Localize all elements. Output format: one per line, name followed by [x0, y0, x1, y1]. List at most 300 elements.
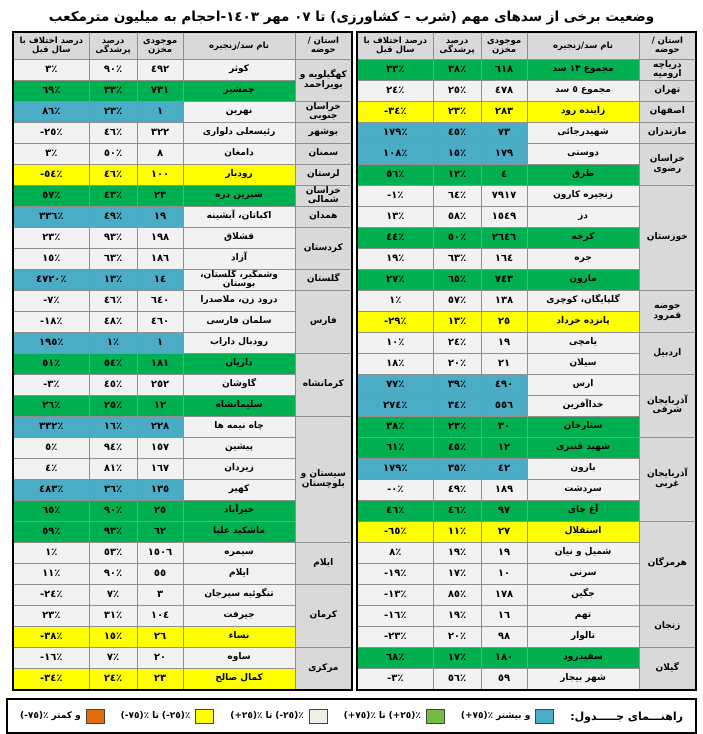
reservoir-volume-cell: ٣٠ [481, 417, 527, 438]
diff-percent-cell: ٥١٪ [13, 354, 89, 375]
fill-percent-cell: ١٦٪ [89, 417, 137, 438]
reservoir-volume-cell: ٥٥ [137, 564, 183, 585]
dam-name-cell: چمشیر [183, 81, 295, 102]
dam-name-cell: سفیدرود [527, 648, 639, 669]
dam-name-cell: جگین [527, 585, 639, 606]
diff-percent-cell: ٦٥٪ [13, 501, 89, 522]
fill-percent-cell: ٥٠٪ [433, 228, 481, 249]
fill-percent-cell: ٣٨٪ [433, 60, 481, 81]
diff-percent-cell: -٣٤٪ [357, 102, 433, 123]
diff-percent-cell: ٤٨٣٪ [13, 480, 89, 501]
diff-percent-cell: -٧٪ [13, 291, 89, 312]
diff-percent-cell: ٤٧٢٠٪ [13, 270, 89, 291]
province-cell: هرمزگان [639, 522, 696, 606]
reservoir-volume-cell: ٢٦ [137, 627, 183, 648]
diff-percent-cell: ٢٤٪ [357, 81, 433, 102]
fill-percent-cell: ٢٤٪ [433, 333, 481, 354]
column-header: درصد پرشدگی [433, 32, 481, 60]
table-row [357, 102, 696, 123]
reservoir-volume-cell: ٢٠ [137, 648, 183, 669]
reservoir-volume-cell: ٥٩ [481, 669, 527, 691]
reservoir-volume-cell: ١٥٧ [137, 438, 183, 459]
reservoir-volume-cell: ١٠٤ [137, 606, 183, 627]
table-row [13, 102, 352, 123]
table-row [13, 207, 352, 228]
province-cell: کرمانشاه [295, 354, 352, 417]
header-row [13, 32, 352, 60]
dam-name-cell: خیرآباد [183, 501, 295, 522]
diff-percent-cell: ١٠٪ [357, 333, 433, 354]
diff-percent-cell: ٣٣٢٪ [13, 417, 89, 438]
province-cell: سمنان [295, 144, 352, 165]
fill-percent-cell: ٩٠٪ [89, 501, 137, 522]
province-cell: خراسان رضوی [639, 144, 696, 186]
province-cell: فارس [295, 291, 352, 354]
fill-percent-cell: ٤٨٪ [89, 312, 137, 333]
dam-name-cell: دز [527, 207, 639, 228]
fill-percent-cell: ٤٥٪ [433, 123, 481, 144]
reservoir-volume-cell: ٧٣١ [137, 81, 183, 102]
dam-name-cell: سیمره [183, 543, 295, 564]
dam-name-cell: گلپایگان، کوچری [527, 291, 639, 312]
fill-percent-cell: ٤٦٪ [89, 291, 137, 312]
fill-percent-cell: ٤٦٪ [89, 165, 137, 186]
diff-percent-cell: ٦٨٪ [357, 648, 433, 669]
diff-percent-cell: -٢٣٪ [357, 627, 433, 648]
legend-title: راهنـــمای جـــــدول: [570, 709, 683, 723]
dam-name-cell: شهیدرجائی [527, 123, 639, 144]
legend-item-orange [20, 709, 105, 724]
table-row [13, 354, 352, 375]
fill-percent-cell: ٢٥٪ [433, 81, 481, 102]
reservoir-volume-cell: ٦١٨ [481, 60, 527, 81]
reservoir-volume-cell: ٤ [481, 165, 527, 186]
fill-percent-cell: ١٥٪ [433, 144, 481, 165]
dam-name-cell: مجموع ١٣ سد [527, 60, 639, 81]
reservoir-volume-cell: ٤٦٠ [137, 312, 183, 333]
diff-percent-cell: ٣٣٪ [357, 60, 433, 81]
dam-name-cell: خداآفرین [527, 396, 639, 417]
reservoir-volume-cell: ١٩ [481, 333, 527, 354]
diff-percent-cell: ٤٦٪ [357, 501, 433, 522]
diff-percent-cell: -٣٨٪ [13, 627, 89, 648]
province-cell: اصفهان [639, 102, 696, 123]
fill-percent-cell: ٣١٪ [89, 606, 137, 627]
dam-name-cell: طرق [527, 165, 639, 186]
legend-item-label: (-٧٥)٪ و کمتر [20, 711, 81, 721]
diff-percent-cell: -١٪ [357, 186, 433, 207]
diff-percent-cell: ١٪ [13, 543, 89, 564]
reservoir-volume-cell: ١٧٨ [481, 585, 527, 606]
diff-percent-cell: ٤٤٪ [357, 228, 433, 249]
reservoir-volume-cell: ١٧٩ [481, 144, 527, 165]
diff-percent-cell: -٣٤٪ [13, 669, 89, 691]
table-row [357, 522, 696, 543]
table-row [13, 123, 352, 144]
fill-percent-cell: ٤٦٪ [433, 501, 481, 522]
diff-percent-cell: ١٣٪ [357, 207, 433, 228]
reservoir-volume-cell: ٩٨ [481, 627, 527, 648]
province-cell: دریاچه ارومیه [639, 60, 696, 81]
reservoir-volume-cell: ٨ [137, 144, 183, 165]
diff-percent-cell: -٢٥٪ [13, 123, 89, 144]
province-cell: زنجان [639, 606, 696, 648]
reservoir-volume-cell: ١٨٦ [137, 249, 183, 270]
diff-percent-cell: -٢٩٪ [357, 312, 433, 333]
dam-name-cell: قشلاق [183, 228, 295, 249]
diff-percent-cell: ١٨٪ [357, 354, 433, 375]
dam-name-cell: تالوار [527, 627, 639, 648]
reservoir-volume-cell: ٢٣ [137, 669, 183, 691]
table-row [357, 186, 696, 207]
diff-percent-cell: -٦٥٪ [357, 522, 433, 543]
legend-item-yellow [121, 709, 215, 724]
fill-percent-cell: ٩٤٪ [89, 438, 137, 459]
diff-percent-cell: ٣٣٦٪ [13, 207, 89, 228]
fill-percent-cell: ٤٣٪ [89, 186, 137, 207]
province-cell: تهران [639, 81, 696, 102]
fill-percent-cell: ٤٦٪ [89, 123, 137, 144]
fill-percent-cell: ١٣٪ [433, 312, 481, 333]
dam-name-cell: نساء [183, 627, 295, 648]
reservoir-volume-cell: ١ [137, 102, 183, 123]
fill-percent-cell: ١٩٪ [433, 543, 481, 564]
diff-percent-cell: -٠٪ [357, 480, 433, 501]
diff-percent-cell: ١٠٨٪ [357, 144, 433, 165]
diff-percent-cell: ٦١٪ [357, 438, 433, 459]
diff-percent-cell: -١٨٪ [13, 312, 89, 333]
reservoir-volume-cell: ٦٤٠ [137, 291, 183, 312]
reservoir-volume-cell: ١٨٩ [481, 480, 527, 501]
fill-percent-cell: ٢٣٪ [89, 102, 137, 123]
reservoir-volume-cell: ١٩ [481, 543, 527, 564]
fill-percent-cell: ٩٠٪ [89, 60, 137, 81]
diff-percent-cell: -٣٪ [13, 375, 89, 396]
diff-percent-cell: -١٦٪ [13, 648, 89, 669]
dam-name-cell: کهیر [183, 480, 295, 501]
diff-percent-cell: ١١٪ [13, 564, 89, 585]
table-row [357, 438, 696, 459]
fill-percent-cell: ٢٣٪ [433, 417, 481, 438]
dam-name-cell: سلیمانشاه [183, 396, 295, 417]
table-row [13, 648, 352, 669]
province-cell: خراسان شمالی [295, 186, 352, 207]
dam-name-cell: سرنی [527, 564, 639, 585]
dam-name-cell: استقلال [527, 522, 639, 543]
dam-name-cell: داریان [183, 354, 295, 375]
column-header: درصد اختلاف با سال قبل [13, 32, 89, 60]
dam-name-cell: آزاد [183, 249, 295, 270]
reservoir-volume-cell: ٣٢٢ [137, 123, 183, 144]
reservoir-volume-cell: ١٢ [137, 396, 183, 417]
table-row [13, 585, 352, 606]
fill-percent-cell: ٣٥٪ [433, 459, 481, 480]
dam-name-cell: چاه نیمه ها [183, 417, 295, 438]
column-header: استان /حوضه [295, 32, 352, 60]
column-header: نام سد/زنجیره [527, 32, 639, 60]
diff-percent-cell: ١٧٩٪ [357, 459, 433, 480]
fill-percent-cell: ١٩٪ [433, 606, 481, 627]
dam-name-cell: بارون [527, 459, 639, 480]
dam-name-cell: تنگوئیه سیرجان [183, 585, 295, 606]
dam-name-cell: شهید قنبری [527, 438, 639, 459]
dam-name-cell: آغ چای [527, 501, 639, 522]
dam-name-cell: سلمان فارسی [183, 312, 295, 333]
dam-name-cell: رودبال داراب [183, 333, 295, 354]
dam-name-cell: کرخه [527, 228, 639, 249]
diff-percent-cell: ٣٪ [13, 144, 89, 165]
reservoir-volume-cell: ١٦ [481, 606, 527, 627]
dam-name-cell: وشمگیر، گلستان، بوستان [183, 270, 295, 291]
table-row [13, 186, 352, 207]
dam-name-cell: جیرفت [183, 606, 295, 627]
fill-percent-cell: ٥٠٪ [89, 144, 137, 165]
fill-percent-cell: ٢٤٪ [89, 669, 137, 691]
legend [6, 698, 697, 734]
dam-name-cell: ماشکید علیا [183, 522, 295, 543]
table-row [357, 333, 696, 354]
diff-percent-cell: ٧٧٪ [357, 375, 433, 396]
reservoir-volume-cell: ١٦٧ [137, 459, 183, 480]
fill-percent-cell: ٧٪ [89, 648, 137, 669]
dam-name-cell: رئیسعلی دلواری [183, 123, 295, 144]
diff-percent-cell: ٣٪ [13, 60, 89, 81]
reservoir-volume-cell: ١٦٤ [481, 249, 527, 270]
fill-percent-cell: ٩٣٪ [89, 228, 137, 249]
province-cell: گیلان [639, 648, 696, 691]
fill-percent-cell: ٨١٪ [89, 459, 137, 480]
province-cell: حوضه قمرود [639, 291, 696, 333]
reservoir-volume-cell: ٤٩٠ [481, 375, 527, 396]
legend-swatch-green [426, 709, 445, 724]
table-row [357, 648, 696, 669]
province-cell: کهگیلویه و بویراحمد [295, 60, 352, 102]
fill-percent-cell: ٥٨٪ [433, 207, 481, 228]
province-cell: ایلام [295, 543, 352, 585]
column-header: استان /حوضه [639, 32, 696, 60]
fill-percent-cell: ٥٣٪ [89, 543, 137, 564]
legend-item-green [344, 709, 445, 724]
dam-name-cell: زاینده رود [527, 102, 639, 123]
table-row [357, 123, 696, 144]
fill-percent-cell: ٢٠٪ [433, 627, 481, 648]
province-cell: سیستان و بلوچستان [295, 417, 352, 543]
fill-percent-cell: ٥٦٪ [433, 669, 481, 691]
fill-percent-cell: ١٢٪ [433, 165, 481, 186]
dam-name-cell: شهر بیجار [527, 669, 639, 691]
fill-percent-cell: ١٧٪ [433, 648, 481, 669]
province-cell: اردبیل [639, 333, 696, 375]
diff-percent-cell: ٨٦٪ [13, 102, 89, 123]
legend-swatch-yellow [195, 709, 214, 724]
dam-name-cell: سردشت [527, 480, 639, 501]
diff-percent-cell: ٣٨٪ [357, 417, 433, 438]
dam-name-cell: کمال صالح [183, 669, 295, 691]
fill-percent-cell: ٥٤٪ [89, 354, 137, 375]
reservoir-volume-cell: ١٣٥ [137, 480, 183, 501]
legend-item-blue [461, 709, 554, 724]
dam-name-cell: یامچی [527, 333, 639, 354]
dam-name-cell: شیرین دره [183, 186, 295, 207]
reservoir-volume-cell: ١٥٠٦ [137, 543, 183, 564]
reservoir-volume-cell: ٧٩١٧ [481, 186, 527, 207]
fill-percent-cell: ٣٦٪ [89, 480, 137, 501]
diff-percent-cell: -٥٤٪ [13, 165, 89, 186]
dam-name-cell: رودبار [183, 165, 295, 186]
reservoir-volume-cell: ٢٦٤٦ [481, 228, 527, 249]
fill-percent-cell: ٨٥٪ [433, 585, 481, 606]
column-header: موجودی مخزن [481, 32, 527, 60]
table-row [357, 375, 696, 396]
diff-percent-cell: ١٪ [357, 291, 433, 312]
reservoir-volume-cell: ٢٥٢ [137, 375, 183, 396]
table-row [13, 417, 352, 438]
header-row [357, 32, 696, 60]
table-row [13, 291, 352, 312]
province-cell: خراسان جنوبی [295, 102, 352, 123]
reservoir-volume-cell: ١٠ [481, 564, 527, 585]
reservoir-volume-cell: ١٩ [137, 207, 183, 228]
diff-percent-cell: ٤٪ [13, 459, 89, 480]
reservoir-volume-cell: ٢٢٨ [137, 417, 183, 438]
dam-name-cell: اکباتان، آبشینه [183, 207, 295, 228]
reservoir-volume-cell: ٤٢ [481, 459, 527, 480]
legend-item-label: (+٧٥)٪ و بیشتر [460, 711, 531, 721]
diff-percent-cell: ١٧٩٪ [357, 123, 433, 144]
province-cell: لرستان [295, 165, 352, 186]
reservoir-volume-cell: ٢٥ [137, 501, 183, 522]
dam-name-cell: تهم [527, 606, 639, 627]
reservoir-volume-cell: ٢٧ [481, 522, 527, 543]
dam-name-cell: سیلان [527, 354, 639, 375]
table-row [13, 270, 352, 291]
province-cell: گلستان [295, 270, 352, 291]
fill-percent-cell: ٦٥٪ [433, 270, 481, 291]
fill-percent-cell: ٤٩٪ [433, 480, 481, 501]
fill-percent-cell: ٩٣٪ [89, 522, 137, 543]
legend-swatch-neutral [309, 709, 328, 724]
legend-item-label: (+٢٥)٪ تا (-٢٥)٪ [230, 711, 304, 721]
table-row [357, 81, 696, 102]
legend-item-label: (-٧٥)٪ تا (-٢٥)٪ [120, 711, 191, 721]
province-cell: کرمان [295, 585, 352, 648]
diff-percent-cell: -١٣٪ [357, 585, 433, 606]
reservoir-volume-cell: ١٥٤٩ [481, 207, 527, 228]
fill-percent-cell: ١٣٪ [89, 270, 137, 291]
province-cell: مازندران [639, 123, 696, 144]
fill-percent-cell: ٦٤٪ [433, 186, 481, 207]
dam-name-cell: زنجیره کارون [527, 186, 639, 207]
legend-item-label: (+٧٥)٪ تا (+٢٥)٪ [343, 711, 421, 721]
legend-swatch-orange [86, 709, 105, 724]
reservoir-volume-cell: ١٢ [481, 438, 527, 459]
legend-item-neutral [230, 709, 327, 724]
reservoir-volume-cell: ٢٣ [137, 186, 183, 207]
diff-percent-cell: ١٩٥٪ [13, 333, 89, 354]
page-title: وضعیت برخی از سدهای مهم (شرب – کشاورزی) تا ٠٧ مهر ١٤٠٣-احجام به میلیون مترمکعب [48, 9, 655, 25]
diff-percent-cell: -٢٤٪ [13, 585, 89, 606]
reservoir-volume-cell: ٩٧ [481, 501, 527, 522]
dam-name-cell: ایلام [183, 564, 295, 585]
table-row [13, 144, 352, 165]
diff-percent-cell: ٦٩٪ [13, 81, 89, 102]
fill-percent-cell: ٢٠٪ [433, 354, 481, 375]
fill-percent-cell: ٦٣٪ [433, 249, 481, 270]
fill-percent-cell: ٥٧٪ [433, 291, 481, 312]
dam-name-cell: دامغان [183, 144, 295, 165]
fill-percent-cell: ٣٣٪ [89, 81, 137, 102]
reservoir-volume-cell: ١٨٠ [481, 648, 527, 669]
dam-name-cell: جره [527, 249, 639, 270]
reservoir-volume-cell: ٢١ [481, 354, 527, 375]
diff-percent-cell: -٣٪ [357, 669, 433, 691]
dams-tables-container [6, 31, 697, 691]
dam-name-cell: مجموع ٥ سد [527, 81, 639, 102]
province-cell: همدان [295, 207, 352, 228]
table-row [13, 60, 352, 81]
dam-name-cell: دوستی [527, 144, 639, 165]
column-header: درصد اختلاف با سال قبل [357, 32, 433, 60]
fill-percent-cell: ٤٩٪ [89, 207, 137, 228]
fill-percent-cell: ٢٣٪ [433, 102, 481, 123]
fill-percent-cell: ٩٠٪ [89, 564, 137, 585]
dam-name-cell: کوثر [183, 60, 295, 81]
dam-name-cell: مارون [527, 270, 639, 291]
table-row [357, 606, 696, 627]
fill-percent-cell: ٣٩٪ [433, 375, 481, 396]
diff-percent-cell: ٨٪ [357, 543, 433, 564]
dam-name-cell: پیشین [183, 438, 295, 459]
table-row [357, 144, 696, 165]
province-cell: بوشهر [295, 123, 352, 144]
dam-name-cell: پانزده خرداد [527, 312, 639, 333]
fill-percent-cell: ١١٪ [433, 522, 481, 543]
dams-table-left [12, 31, 353, 691]
reservoir-volume-cell: ٤٩٢ [137, 60, 183, 81]
reservoir-volume-cell: ١٠٠ [137, 165, 183, 186]
diff-percent-cell: ٥٩٪ [13, 522, 89, 543]
diff-percent-cell: -١٩٪ [357, 564, 433, 585]
diff-percent-cell: ٢٧٤٪ [357, 396, 433, 417]
reservoir-volume-cell: ٧٣ [481, 123, 527, 144]
column-header: موجودی مخزن [137, 32, 183, 60]
reservoir-volume-cell: ٢٨٣ [481, 102, 527, 123]
reservoir-volume-cell: ١٨١ [137, 354, 183, 375]
fill-percent-cell: ١٪ [89, 333, 137, 354]
diff-percent-cell: ٢٣٪ [13, 606, 89, 627]
province-cell: آذربایجان غربی [639, 438, 696, 522]
province-cell: کردستان [295, 228, 352, 270]
diff-percent-cell: ٥٦٪ [357, 165, 433, 186]
legend-swatch-blue [535, 709, 554, 724]
dam-name-cell: گاوشان [183, 375, 295, 396]
diff-percent-cell: ١٩٪ [357, 249, 433, 270]
table-row [357, 291, 696, 312]
dam-name-cell: ارس [527, 375, 639, 396]
dam-name-cell: زیردان [183, 459, 295, 480]
province-cell: مرکزی [295, 648, 352, 691]
diff-percent-cell: ٢٦٪ [13, 396, 89, 417]
column-header: درصد پرشدگی [89, 32, 137, 60]
reservoir-volume-cell: ٢٥ [481, 312, 527, 333]
fill-percent-cell: ٤٥٪ [433, 438, 481, 459]
fill-percent-cell: ١٧٪ [433, 564, 481, 585]
dam-name-cell: ستارخان [527, 417, 639, 438]
reservoir-volume-cell: ١٣٨ [481, 291, 527, 312]
fill-percent-cell: ٤٥٪ [89, 375, 137, 396]
column-header: نام سد/زنجیره [183, 32, 295, 60]
dam-name-cell: نهرین [183, 102, 295, 123]
